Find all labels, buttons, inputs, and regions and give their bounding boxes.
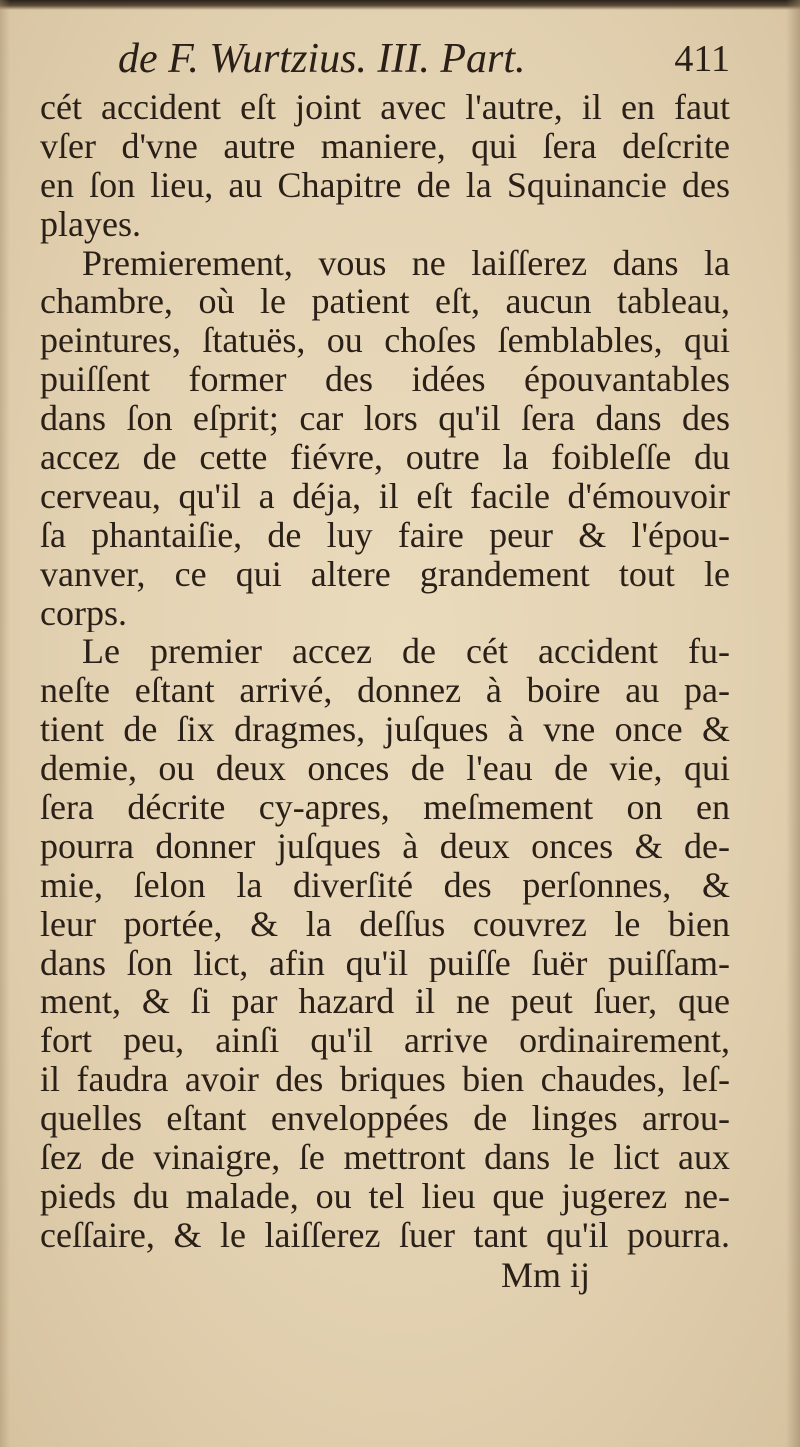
page-top-edge (0, 0, 800, 10)
text-line-4: playes. (40, 204, 141, 244)
text-line-2: vſer d'vne autre maniere, qui ſera deſcrite (40, 126, 730, 166)
text-line-13: vanver, ce qui altere grandement tout le (40, 554, 730, 594)
text-line-12: ſa phantaiſie, de luy faire peur & l'épou- (40, 515, 730, 555)
text-line-11: cerveau, qu'il a déja, il eſt facile d'émouvoir (40, 476, 730, 516)
text-line-3: en ſon lieu, au Chapitre de la Squinancie des (40, 165, 730, 205)
text-line-10: accez de cette fiévre, outre la foibleſſe du (40, 438, 730, 477)
text-line-20: pourra donner juſques à deux onces & de- (40, 826, 730, 866)
text-line-29: pieds du malade, ou tel lieu que jugerez ne- (40, 1176, 730, 1216)
text-line-18: demie, ou deux onces de l'eau de vie, qui (40, 749, 730, 789)
text-line-15: Le premier accez de cét accident fu- (82, 632, 730, 672)
text-line-1: cét accident eſt joint avec l'autre, il en faut (40, 88, 730, 127)
text-line-21: mie, ſelon la diverſité des perſonnes, & (40, 865, 730, 905)
text-line-6: chambre, où le patient eſt, aucun tableau, (40, 282, 730, 322)
text-line-5: Premierement, vous ne laiſſerez dans la (82, 243, 730, 283)
text-line-7: peintures, ſtatuës, ou choſes ſemblables, qui (40, 321, 730, 361)
text-line-16: neſte eſtant arrivé, donnez à boire au pa- (40, 671, 730, 711)
text-line-30: ceſſaire, & le laiſſerez ſuer tant qu'il pourra. (40, 1215, 730, 1255)
text-line-17: tient de ſix dragmes, juſques à vne once & (40, 710, 730, 750)
page-left-edge (0, 0, 10, 1447)
text-line-27: quelles eſtant enveloppées de linges arrou- (40, 1099, 730, 1139)
catchword-signature: Mm ij (500, 1254, 590, 1295)
text-line-22: leur portée, & la deſſus couvrez le bien (40, 904, 730, 944)
text-line-23: dans ſon lict, afin qu'il puiſſe ſuër puiſſam- (40, 943, 730, 983)
running-head (40, 30, 730, 88)
text-block (40, 30, 730, 1295)
text-line-28: ſez de vinaigre, ſe mettront dans le lict aux (40, 1138, 730, 1177)
text-line-24: ment, & ſi par hazard il ne peut ſuer, que (40, 982, 730, 1022)
text-line-26: il faudra avoir des briques bien chaudes, leſ- (40, 1060, 730, 1100)
text-line-8: puiſſent former des idées épouvantables (40, 360, 730, 400)
page-right-edge (786, 0, 800, 1447)
running-title: de F. Wurtzius. III. Part. (118, 36, 526, 82)
page-number: 411 (674, 38, 730, 80)
text-line-25: fort peu, ainſi qu'il arrive ordinairement, (40, 1021, 730, 1061)
text-line-19: ſera décrite cy-apres, meſmement on en (40, 788, 730, 827)
text-line-9: dans ſon eſprit; car lors qu'il ſera dans des (40, 399, 730, 439)
text-line-14: corps. (40, 593, 127, 633)
